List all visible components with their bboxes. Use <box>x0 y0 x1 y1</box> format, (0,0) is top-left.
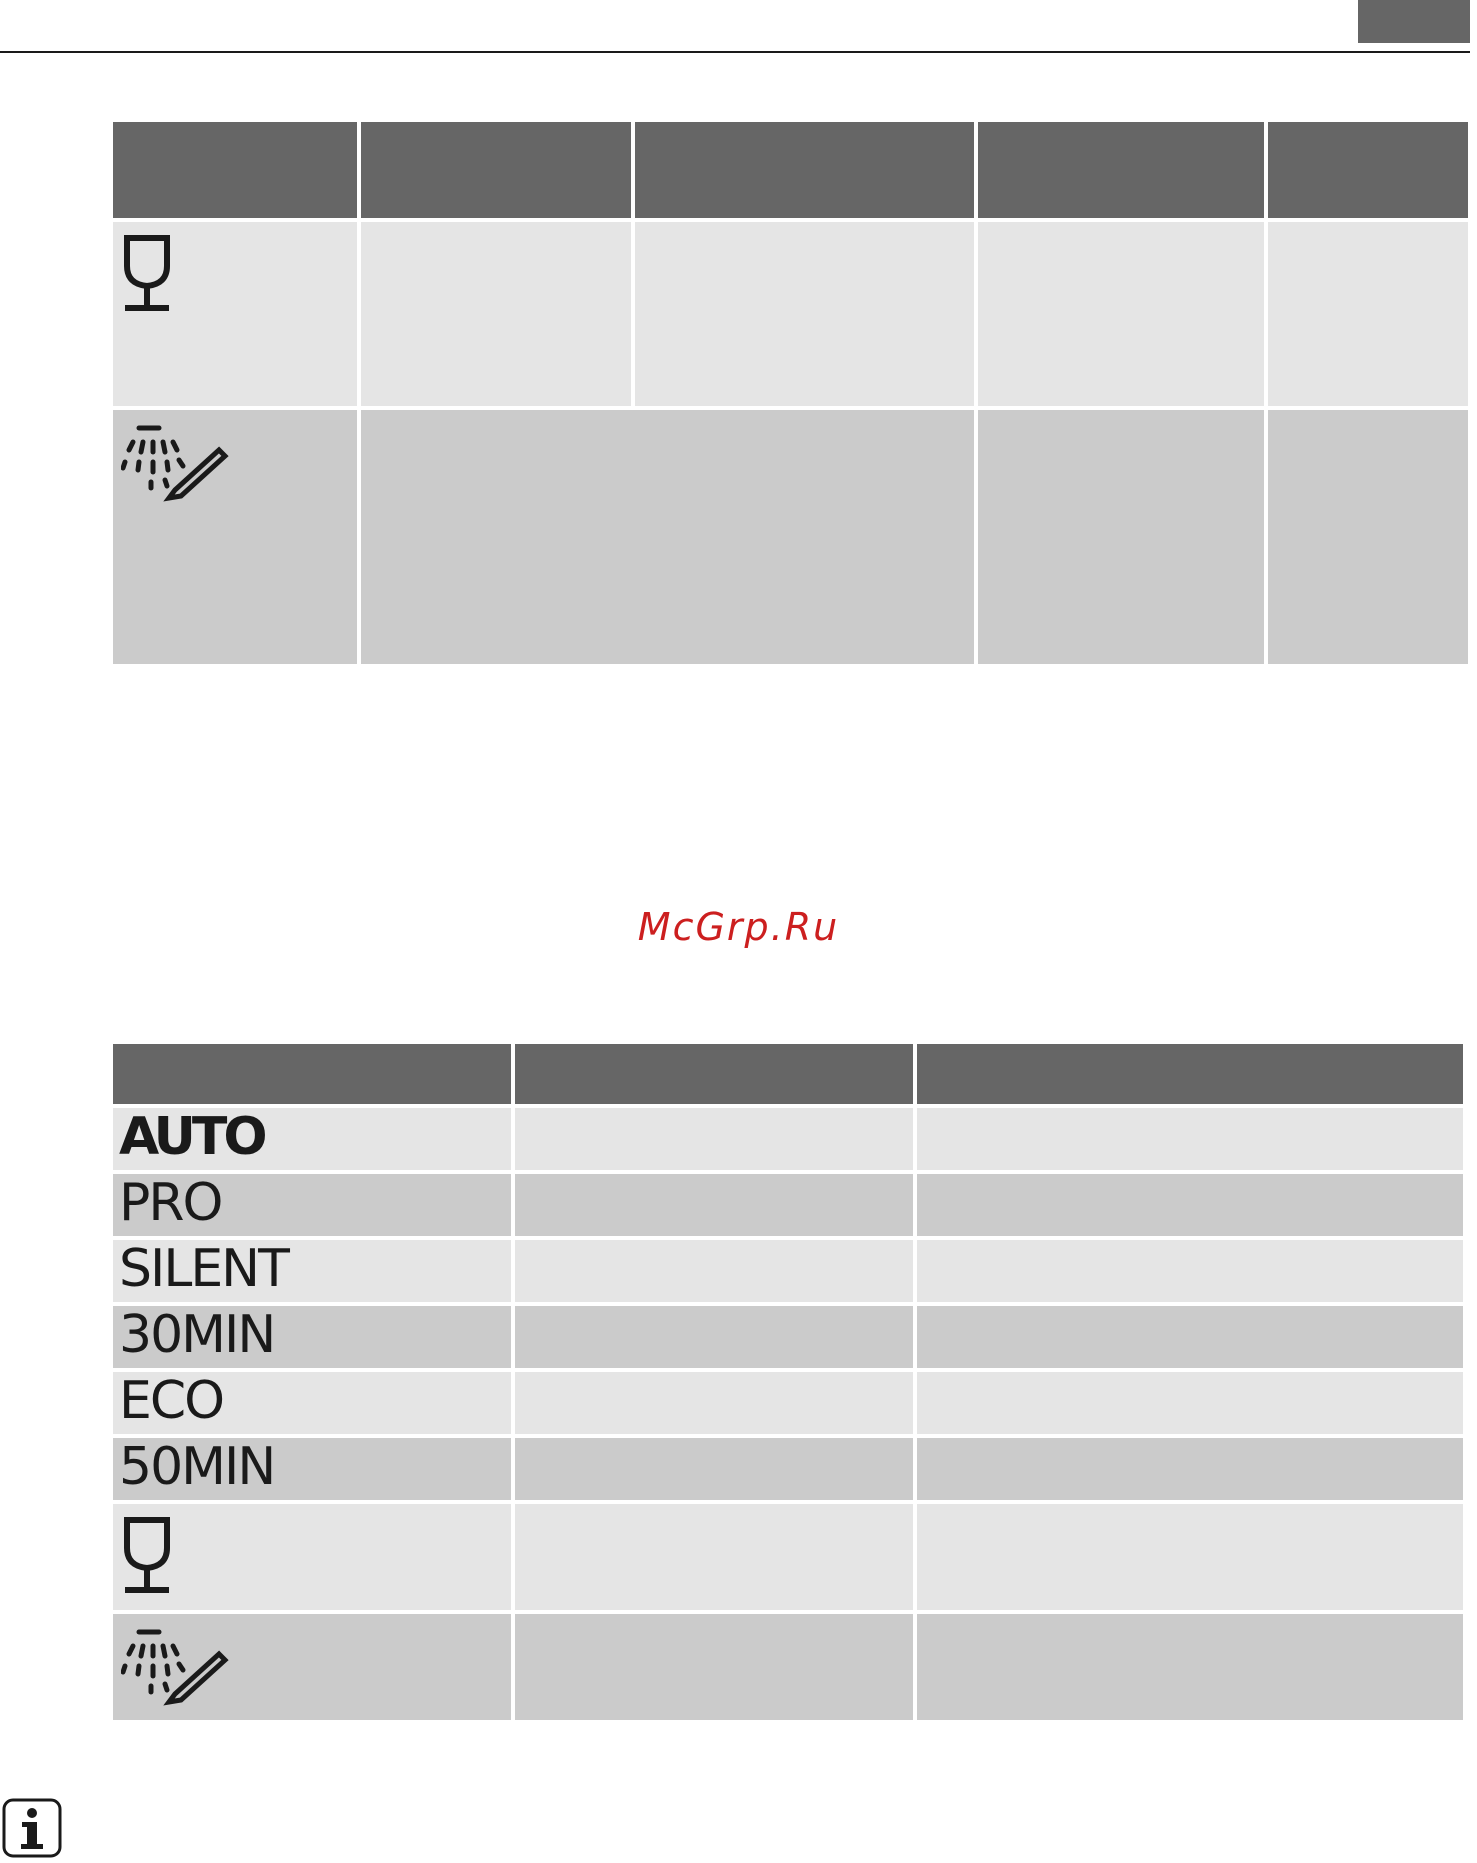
table-row <box>113 1306 1463 1368</box>
table-row <box>113 1504 1463 1610</box>
program-label: AUTO <box>113 1108 511 1170</box>
table-cell <box>515 1306 913 1368</box>
table-cell <box>917 1306 1463 1368</box>
header-cell <box>917 1044 1463 1104</box>
table-cell <box>917 1108 1463 1170</box>
table-cell <box>515 1108 913 1170</box>
table-cell <box>515 1174 913 1236</box>
header-cell <box>978 122 1264 218</box>
header-cell <box>515 1044 913 1104</box>
table-cell <box>917 1614 1463 1720</box>
rinse-spray-icon <box>121 420 231 504</box>
rinse-spray-icon <box>121 1624 231 1708</box>
table-cell <box>361 222 631 406</box>
table-header-row <box>113 1044 1463 1104</box>
table-cell <box>515 1240 913 1302</box>
table-cell <box>515 1438 913 1500</box>
program-label: 50MIN <box>113 1438 511 1500</box>
table-cell <box>113 222 357 406</box>
watermark: McGrp.Ru <box>637 905 840 949</box>
table-header-row <box>113 122 1468 218</box>
table-cell <box>515 1504 913 1610</box>
table-cell <box>113 410 357 664</box>
table-cell <box>1268 222 1468 406</box>
table-row <box>113 1438 1463 1500</box>
header-cell <box>113 1044 511 1104</box>
header-cell <box>635 122 974 218</box>
table-cell <box>917 1240 1463 1302</box>
glass-icon <box>121 1514 173 1596</box>
table-cell <box>113 1504 511 1610</box>
header-cell <box>113 122 357 218</box>
table-row <box>113 222 1468 406</box>
glass-icon <box>121 232 173 314</box>
table-cell <box>917 1372 1463 1434</box>
table-1 <box>109 118 1472 668</box>
table-cell-merged <box>361 410 974 664</box>
table-cell <box>1268 410 1468 664</box>
header-cell <box>1268 122 1468 218</box>
table-cell <box>917 1438 1463 1500</box>
table-cell <box>978 222 1264 406</box>
program-label: SILENT <box>113 1240 511 1302</box>
table-2 <box>109 1040 1467 1724</box>
table-row <box>113 410 1468 664</box>
table-row <box>113 1372 1463 1434</box>
table-row <box>113 1108 1463 1170</box>
header-cell <box>361 122 631 218</box>
info-icon <box>2 1798 62 1858</box>
page-tab <box>1358 0 1470 43</box>
program-label: 30MIN <box>113 1306 511 1368</box>
table-row <box>113 1240 1463 1302</box>
table-cell <box>113 1614 511 1720</box>
table-cell <box>917 1174 1463 1236</box>
header-rule <box>0 51 1470 53</box>
table-row <box>113 1174 1463 1236</box>
table-cell <box>917 1504 1463 1610</box>
program-label: ECO <box>113 1372 511 1434</box>
program-label: PRO <box>113 1174 511 1236</box>
table-cell <box>635 222 974 406</box>
table-cell <box>978 410 1264 664</box>
table-cell <box>515 1614 913 1720</box>
table-cell <box>515 1372 913 1434</box>
table-row <box>113 1614 1463 1720</box>
